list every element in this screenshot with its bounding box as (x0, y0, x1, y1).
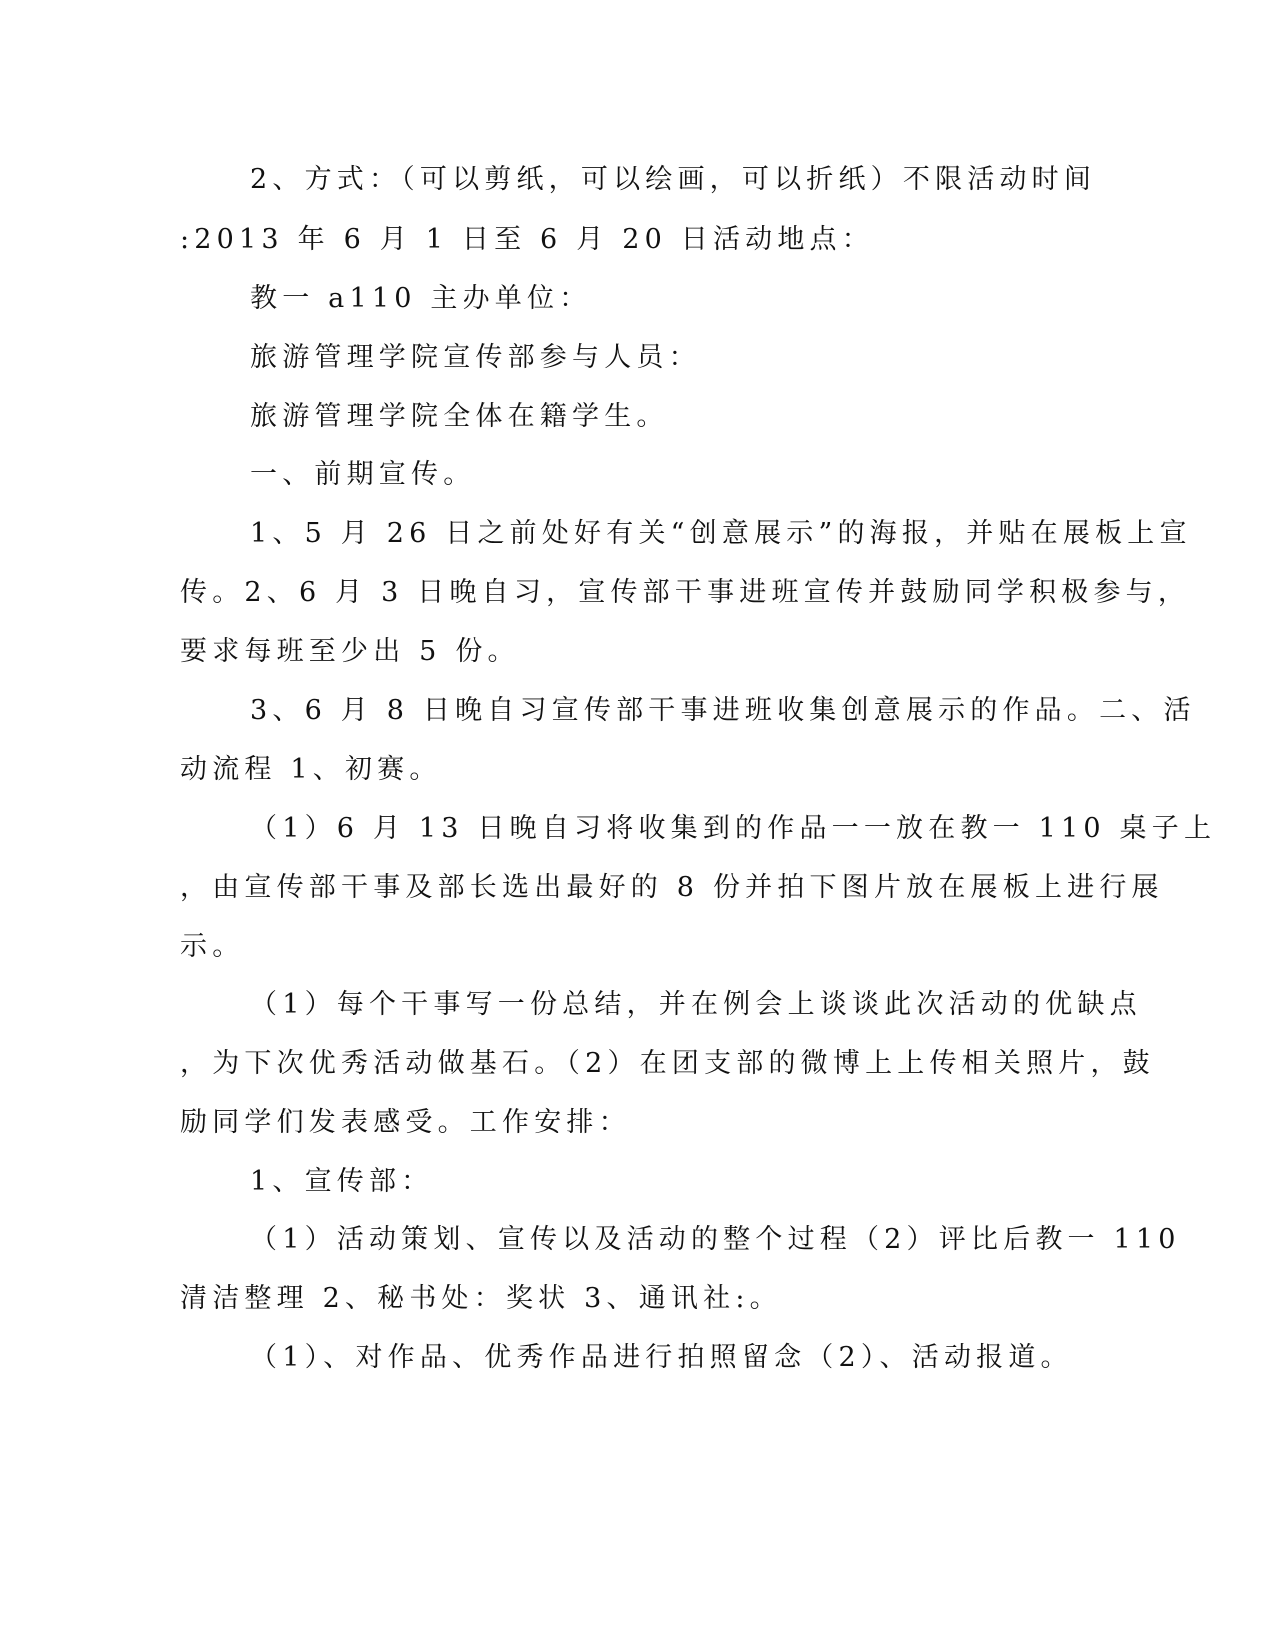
text-line-20: 清洁整理 2、秘书处：奖状 3、通讯社:。 (180, 1283, 782, 1314)
text-line-17: 励同学们发表感受。工作安排： (180, 1107, 631, 1138)
text-line-10: 3、6 月 8 日晚自习宣传部干事进班收集创意展示的作品。二、活 (250, 695, 1196, 726)
text-line-15: （1）每个干事写一份总结，并在例会上谈谈此次活动的优缺点 (250, 989, 1142, 1020)
text-line-7: 1、5 月 26 日之前处好有关“创意展示”的海报，并贴在展板上宣 (250, 518, 1192, 549)
text-line-1: 2、方式：（可以剪纸，可以绘画，可以折纸）不限活动时间 (250, 164, 1097, 195)
text-line-5: 旅游管理学院全体在籍学生。 (250, 401, 669, 432)
section-heading-1: 一、前期宣传。 (250, 459, 476, 490)
text-line-21: （1）、对作品、优秀作品进行拍照留念（2）、活动报道。 (250, 1342, 1073, 1373)
text-line-9: 要求每班至少出 5 份。 (180, 636, 520, 667)
text-line-13: ，由宣传部干事及部长选出最好的 8 份并拍下图片放在展板上进行展 (180, 872, 1164, 903)
text-line-11: 动流程 1、初赛。 (180, 754, 442, 785)
text-line-12: （1）6 月 13 日晚自习将收集到的作品一一放在教一 110 桌子上 (250, 813, 1217, 844)
text-line-18: 1、宣传部： (250, 1166, 434, 1197)
text-line-16: ，为下次优秀活动做基石。（2）在团支部的微博上上传相关照片，鼓 (180, 1048, 1155, 1079)
text-line-4: 旅游管理学院宣传部参与人员： (250, 342, 701, 373)
text-line-8: 传。2、6 月 3 日晚自习，宣传部干事进班宣传并鼓励同学积极参与， (180, 577, 1191, 608)
text-line-19: （1）活动策划、宣传以及活动的整个过程（2）评比后教一 110 (250, 1224, 1181, 1255)
text-line-3: 教一 a110 主办单位： (250, 283, 592, 314)
text-line-2: :2013 年 6 月 1 日至 6 月 20 日活动地点： (180, 224, 874, 255)
text-line-14: 示。 (180, 931, 245, 962)
